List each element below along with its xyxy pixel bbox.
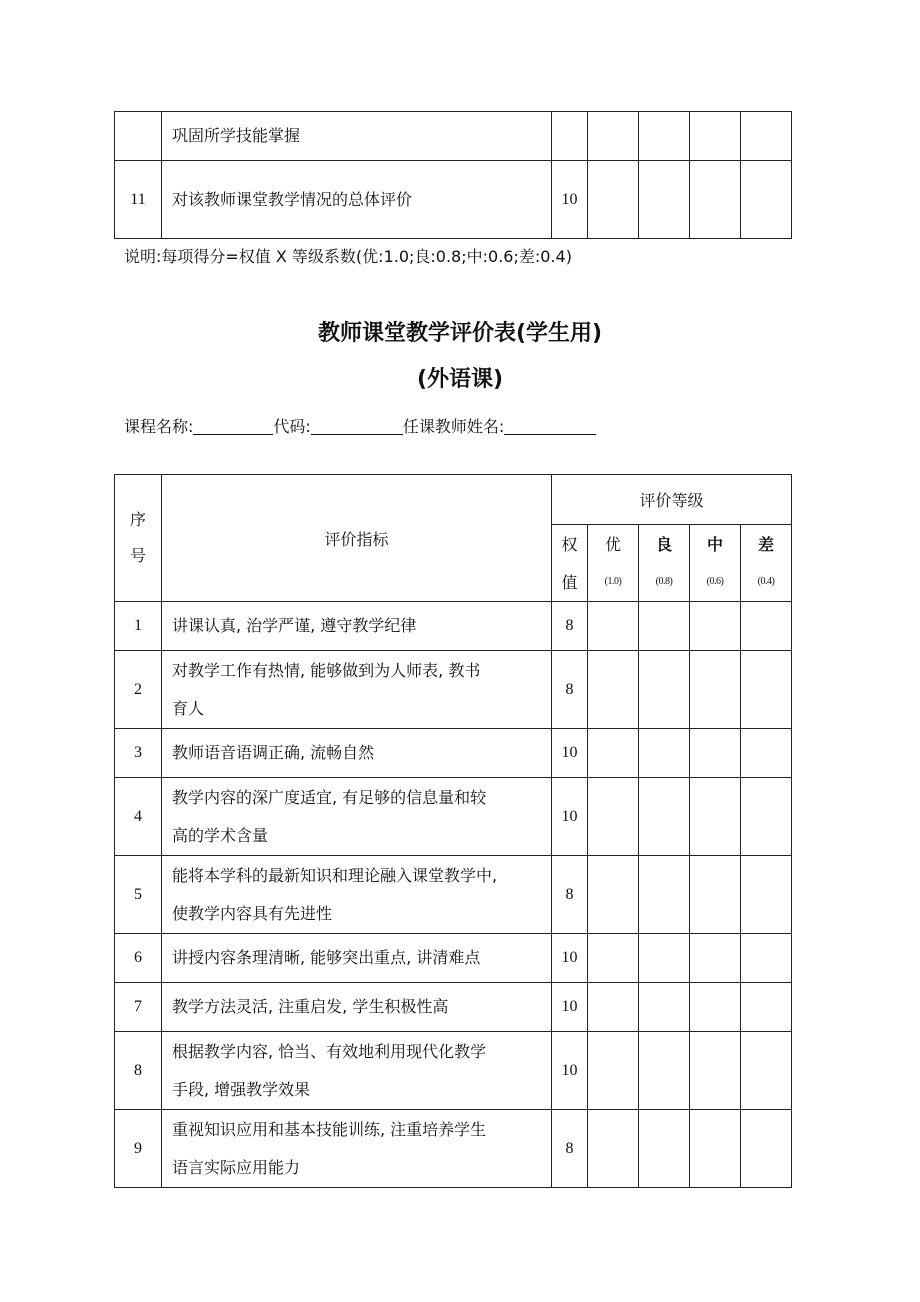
indicator-line-1: 根据教学内容, 恰当、有效地利用现代化教学: [172, 1041, 487, 1061]
indicator-line-1: 教师语音语调正确, 流畅自然: [172, 743, 375, 762]
score-cell-good[interactable]: [639, 651, 690, 729]
row-number-cell: 8: [115, 1032, 162, 1110]
indicator-line-1: 重视知识应用和基本技能训练, 注重培养学生: [172, 1119, 487, 1139]
header-level-fair: 中: [690, 525, 741, 562]
score-cell-excellent[interactable]: [588, 729, 639, 778]
row-number-cell: 3: [115, 729, 162, 778]
score-cell-good[interactable]: [639, 112, 690, 161]
score-cell-excellent[interactable]: [588, 856, 639, 934]
row-number-cell: 1: [115, 602, 162, 651]
row-number-cell: 5: [115, 856, 162, 934]
coef-good: (0.8): [639, 562, 690, 602]
weight-cell: 10: [552, 778, 588, 856]
score-cell-good[interactable]: [639, 729, 690, 778]
score-cell-poor[interactable]: [741, 934, 792, 983]
indicator-cell: [162, 602, 552, 651]
table-row: [115, 602, 792, 651]
indicator-line-1: 教学方法灵活, 注重启发, 学生积极性高: [172, 997, 449, 1016]
header-weight-bottom: 值: [552, 562, 588, 602]
indicator-cell: [162, 729, 552, 778]
indicator-cell: [162, 934, 552, 983]
form-subtitle: (外语课): [416, 367, 504, 392]
indicator-cell: [162, 778, 552, 856]
score-cell-good[interactable]: [639, 778, 690, 856]
continuation-table: [114, 111, 792, 239]
scoring-note: 说明:每项得分=权值 X 等级系数(优:1.0;良:0.8;中:0.6;差:0.4): [124, 247, 572, 266]
row-number-cell: 4: [115, 778, 162, 856]
header-indicator: 评价指标: [162, 475, 552, 602]
weight-cell: 8: [552, 856, 588, 934]
indicator-cell: 对该教师课堂教学情况的总体评价: [162, 161, 552, 239]
score-cell-excellent[interactable]: [588, 161, 639, 239]
table-row: [115, 934, 792, 983]
indicator-line-1: 教学内容的深广度适宜, 有足够的信息量和较: [172, 787, 487, 807]
course-name-field[interactable]: [193, 418, 273, 435]
indicator-line-2: 语言实际应用能力: [172, 1157, 301, 1177]
weight-cell: 8: [552, 602, 588, 651]
score-cell-poor[interactable]: [741, 856, 792, 934]
row-number-cell: 2: [115, 651, 162, 729]
score-cell-fair[interactable]: [690, 1110, 741, 1188]
indicator-line-1: 讲课认真, 治学严谨, 遵守教学纪律: [172, 616, 417, 635]
score-cell-excellent[interactable]: [588, 934, 639, 983]
table-row: [115, 112, 792, 161]
weight-cell: 8: [552, 651, 588, 729]
score-cell-fair[interactable]: [690, 161, 741, 239]
score-cell-fair[interactable]: [690, 778, 741, 856]
score-cell-fair[interactable]: [690, 1032, 741, 1110]
score-cell-poor[interactable]: [741, 1110, 792, 1188]
coef-poor: (0.4): [741, 562, 792, 602]
course-info-line: [124, 414, 596, 437]
indicator-line-2: 育人: [172, 698, 205, 718]
score-cell-fair[interactable]: [690, 602, 741, 651]
table-row: [115, 161, 792, 239]
row-number-cell: [115, 112, 162, 161]
score-cell-fair[interactable]: [690, 112, 741, 161]
indicator-line-2: 手段, 增强教学效果: [172, 1079, 311, 1099]
evaluation-table: [114, 474, 792, 1188]
score-cell-good[interactable]: [639, 934, 690, 983]
indicator-line-2: 使教学内容具有先进性: [172, 903, 333, 923]
score-cell-fair[interactable]: [690, 934, 741, 983]
table-row: [115, 856, 792, 934]
score-cell-excellent[interactable]: [588, 651, 639, 729]
score-cell-poor[interactable]: [741, 1032, 792, 1110]
score-cell-poor[interactable]: [741, 112, 792, 161]
weight-cell: 8: [552, 1110, 588, 1188]
weight-cell: 10: [552, 729, 588, 778]
score-cell-fair[interactable]: [690, 983, 741, 1032]
table-row: [115, 651, 792, 729]
code-field[interactable]: [311, 418, 403, 435]
weight-cell: 10: [552, 983, 588, 1032]
weight-cell: 10: [552, 934, 588, 983]
header-level-good: 良: [639, 525, 690, 562]
weight-cell: 10: [552, 161, 588, 239]
score-cell-fair[interactable]: [690, 729, 741, 778]
score-cell-good[interactable]: [639, 161, 690, 239]
score-cell-poor[interactable]: [741, 729, 792, 778]
indicator-cell: [162, 1032, 552, 1110]
course-name-label: 课程名称:: [124, 417, 194, 436]
indicator-cell: [162, 856, 552, 934]
table-row: [115, 778, 792, 856]
table-row: [115, 729, 792, 778]
score-cell-good[interactable]: [639, 1032, 690, 1110]
weight-cell: [552, 112, 588, 161]
score-cell-good[interactable]: [639, 1110, 690, 1188]
row-number-cell: 6: [115, 934, 162, 983]
indicator-cell: [162, 1110, 552, 1188]
teacher-name-field[interactable]: [504, 418, 596, 435]
teacher-name-label: 任课教师姓名:: [402, 417, 505, 436]
table-row: [115, 1110, 792, 1188]
score-cell-excellent[interactable]: [588, 778, 639, 856]
score-cell-excellent[interactable]: [588, 1110, 639, 1188]
header-level-poor: 差: [741, 525, 792, 562]
score-cell-good[interactable]: [639, 602, 690, 651]
indicator-cell: [162, 983, 552, 1032]
indicator-line-1: 讲授内容条理清晰, 能够突出重点, 讲清难点: [172, 948, 481, 967]
score-cell-poor[interactable]: [741, 983, 792, 1032]
score-cell-excellent[interactable]: [588, 602, 639, 651]
row-number-cell: 11: [115, 161, 162, 239]
indicator-line-1: 能将本学科的最新知识和理论融入课堂教学中,: [172, 865, 498, 885]
row-number-cell: 7: [115, 983, 162, 1032]
score-cell-poor[interactable]: [741, 651, 792, 729]
score-cell-excellent[interactable]: [588, 983, 639, 1032]
score-cell-fair[interactable]: [690, 856, 741, 934]
score-cell-poor[interactable]: [741, 778, 792, 856]
score-cell-poor[interactable]: [741, 161, 792, 239]
score-cell-good[interactable]: [639, 983, 690, 1032]
coef-excellent: (1.0): [588, 562, 639, 602]
header-level-excellent: 优: [588, 525, 639, 562]
table-row: [115, 1032, 792, 1110]
score-cell-fair[interactable]: [690, 651, 741, 729]
header-weight-top: 权: [552, 525, 588, 562]
table-row: [115, 983, 792, 1032]
header-number: 序号: [115, 475, 162, 602]
indicator-line-1: 对教学工作有热情, 能够做到为人师表, 教书: [172, 660, 481, 680]
form-title: 教师课堂教学评价表(学生用): [317, 321, 603, 346]
header-row: [115, 475, 792, 525]
weight-cell: 10: [552, 1032, 588, 1110]
score-cell-excellent[interactable]: [588, 1032, 639, 1110]
header-grade: 评价等级: [552, 475, 792, 525]
score-cell-good[interactable]: [639, 856, 690, 934]
score-cell-poor[interactable]: [741, 602, 792, 651]
code-label: 代码:: [273, 417, 311, 436]
indicator-cell: [162, 651, 552, 729]
coef-fair: (0.6): [690, 562, 741, 602]
indicator-line-2: 高的学术含量: [172, 825, 269, 845]
score-cell-excellent[interactable]: [588, 112, 639, 161]
indicator-cell: 巩固所学技能掌握: [162, 112, 552, 161]
row-number-cell: 9: [115, 1110, 162, 1188]
